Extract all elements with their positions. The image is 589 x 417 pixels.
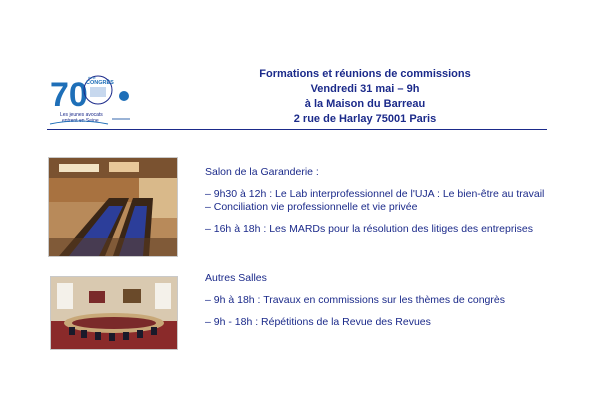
section1-title: Salon de la Garanderie : [205,166,319,178]
header-line-1: Formations et réunions de commissions [259,68,471,80]
header-divider [47,129,547,130]
header-line-3: à la Maison du Barreau [304,98,426,110]
page-header [215,67,515,127]
section2-title: Autres Salles [205,272,267,284]
logo-tagline-2: entrent en Seine [62,118,99,124]
autres-salles-photo [50,276,178,350]
logo-sup: ème [88,75,96,80]
logo-number: 70 [50,76,88,114]
section-salon-garanderie [205,166,545,236]
logo-tagline-1: Les jeunes avocats [60,112,103,118]
section2-item-1: – 9h à 18h : Travaux en commissions sur les thèmes de congrès [205,294,505,306]
congress-logo [48,70,138,126]
salon-garanderie-photo [48,157,178,257]
section2-item-2: – 9h - 18h : Répétitions de la Revue des Revues [205,316,431,328]
section1-item-2: – 16h à 18h : Les MARDs pour la résolution des litiges des entreprises [205,223,534,235]
section-autres-salles [205,272,545,329]
section1-item-1: – 9h30 à 12h : Le Lab interprofessionnel de l'UJA : Le bien-être au travail – Conciliation vie professionnelle et vie privée [205,188,545,213]
header-line-4: 2 rue de Harlay 75001 Paris [293,113,437,125]
logo-word: CONGRÈS [86,80,114,86]
header-line-2: Vendredi 31 mai – 9h [310,83,420,95]
